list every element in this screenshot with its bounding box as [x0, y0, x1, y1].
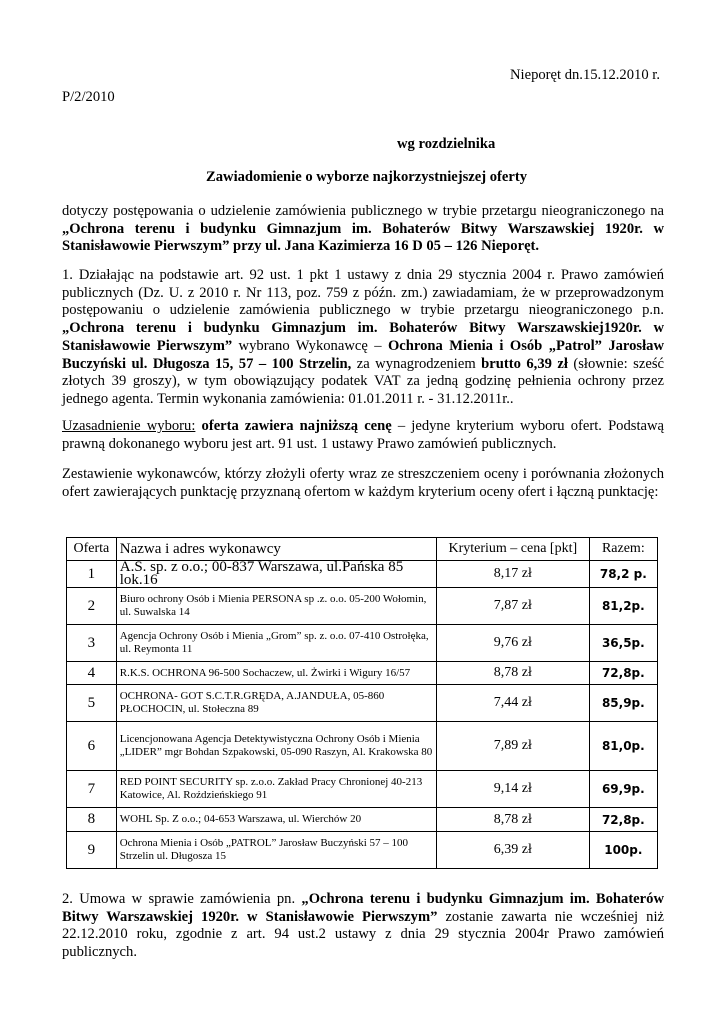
- section-2-text-b: zostanie zawarta nie wcześniej niż 22.12.2010 roku, zgodnie z art. 94 ust.2 ustawy z dnia 29 stycznia 2004r Prawo zamówień publicznych.: [62, 908, 664, 961]
- table-row: [67, 771, 658, 808]
- offer-price: 9,14 zł: [436, 771, 589, 808]
- offer-total: 81,0p.: [589, 722, 657, 771]
- table-row: [67, 561, 658, 588]
- section-2-subject: „Ochrona terenu i budynku Gimnazjum im. Bohaterów Bitwy Warszawskiej 1920r. w Stanisławowie Pierwszym”: [62, 891, 664, 925]
- offer-total: 85,9p.: [589, 685, 657, 722]
- offer-number: 1: [67, 561, 117, 588]
- justification-reason: oferta zawiera najniższą cenę: [201, 418, 392, 434]
- offer-total: 78,2 p.: [589, 561, 657, 588]
- contractor-name: WOHL Sp. Z o.o.; 04-653 Warszawa, ul. Wierchów 20: [116, 808, 436, 832]
- offer-price: 6,39 zł: [436, 832, 589, 869]
- contractor-name: Agencja Ochrony Osób i Mienia „Grom” sp. z. o.o. 07-410 Ostrołęka, ul. Reymonta 11: [116, 625, 436, 662]
- offer-price: 8,17 zł: [436, 561, 589, 588]
- table-row: [67, 588, 658, 625]
- section-1-text-a: 1. Działając na podstawie art. 92 ust. 1 pkt 1 ustawy z dnia 29 stycznia 2004 r. Prawo zamówień publicznych (Dz. U. z 2010 r. Nr 113, poz. 759 z późn. zm.) zawiadamiam, że w przeprowadzonym postępowaniu o udzielenie zamówienia publicznego w trybie przetargu nieograniczonego p.n.: [62, 267, 664, 319]
- offer-number: 3: [67, 625, 117, 662]
- offer-number: 6: [67, 722, 117, 771]
- offer-price: 7,44 zł: [436, 685, 589, 722]
- justification-label: Uzasadnienie wyboru:: [62, 418, 196, 434]
- offer-total: 81,2p.: [589, 588, 657, 625]
- offer-total: 100p.: [589, 832, 657, 869]
- contractor-name: R.K.S. OCHRONA 96-500 Sochaczew, ul. Żwirki i Wigury 16/57: [116, 662, 436, 685]
- offer-price: 8,78 zł: [436, 662, 589, 685]
- offer-number: 5: [67, 685, 117, 722]
- section-1-text-d: (słownie: sześć złotych 39 groszy), w tym obowiązujący podatek VAT za jedną godzinę pełnienia ochrony przez jednego agenta. Termin wykonania zamówienia: 01.01.2011 r. - 31.12.2011r..: [62, 355, 664, 407]
- section-1-text-b: wybrano Wykonawcę –: [232, 337, 388, 354]
- justification-text: – jedyne kryterium wyboru ofert. Podstawą prawną dokonanego wyboru jest art. 91 ust. 1 ustawy Prawo zamówień publicznych.: [62, 418, 665, 452]
- intro-paragraph: [62, 203, 664, 256]
- contractor-name: Ochrona Mienia i Osób „PATROL” Jarosław Buczyński 57 – 100 Strzelin ul. Długosza 15: [116, 832, 436, 869]
- contractor-name: RED POINT SECURITY sp. z.o.o. Zakład Pracy Chronionej 40-213 Katowice, Al. Roździeńskiego 91: [116, 771, 436, 808]
- section-1-subject: „Ochrona terenu i budynku Gimnazjum im. Bohaterów Bitwy Warszawskiej1920r. w Stanisławowie Pierwszym”: [62, 320, 664, 354]
- section-2-text-a: 2. Umowa w sprawie zamówienia pn.: [62, 891, 302, 907]
- offer-total: 72,8p.: [589, 808, 657, 832]
- table-row: [67, 832, 658, 869]
- document-title: Zawiadomienie o wyborze najkorzystniejszej oferty: [206, 169, 527, 185]
- table-row: [67, 808, 658, 832]
- justification-paragraph: [62, 418, 664, 453]
- table-row: [67, 685, 658, 722]
- place-date: Nieporęt dn.15.12.2010 r.: [510, 67, 660, 83]
- contractor-name: Biuro ochrony Osób i Mienia PERSONA sp .z. o.o. 05-200 Wołomin, ul. Suwalska 14: [116, 588, 436, 625]
- header-offer: Oferta: [67, 538, 117, 561]
- gross-price: brutto 6,39 zł: [481, 355, 568, 372]
- header-total: Razem:: [589, 538, 657, 561]
- offer-price: 7,89 zł: [436, 722, 589, 771]
- offer-number: 4: [67, 662, 117, 685]
- offer-total: 36,5p.: [589, 625, 657, 662]
- offer-price: 8,78 zł: [436, 808, 589, 832]
- offer-number: 7: [67, 771, 117, 808]
- reference-number: P/2/2010: [62, 89, 115, 105]
- intro-subject: „Ochrona terenu i budynku Gimnazjum im. Bohaterów Bitwy Warszawskiej 1920r. w Stanisławowie Pierwszym” przy ul. Jana Kazimierza 16 D 05 – 126 Nieporęt.: [62, 220, 664, 255]
- intro-text: dotyczy postępowania o udzielenie zamówienia publicznego w trybie przetargu nieograniczonego na: [62, 203, 664, 219]
- table-header-row: [67, 538, 658, 561]
- offers-table: [66, 537, 658, 869]
- offer-price: 9,76 zł: [436, 625, 589, 662]
- header-name: Nazwa i adres wykonawcy: [116, 538, 436, 561]
- offer-number: 2: [67, 588, 117, 625]
- contractor-name: A.S. sp. z o.o.; 00-837 Warszawa, ul.Pańska 85 lok.16: [116, 561, 436, 588]
- section-1-paragraph: [62, 267, 664, 409]
- offer-number: 8: [67, 808, 117, 832]
- recipient: wg rozdzielnika: [397, 136, 496, 152]
- table-row: [67, 625, 658, 662]
- selected-contractor: Ochrona Mienia i Osób „Patrol” Jarosław Buczyński ul. Długosza 15, 57 – 100 Strzelin,: [62, 337, 664, 372]
- offer-total: 69,9p.: [589, 771, 657, 808]
- contractor-name: OCHRONA- GOT S.C.T.R.GRĘDA, A.JANDUŁA, 05-860 PŁOCHOCIN, ul. Stołeczna 89: [116, 685, 436, 722]
- summary-paragraph: Zestawienie wykonawców, którzy złożyli oferty wraz ze streszczeniem oceny i porównania złożonych ofert zawierających punktację przyznaną ofertom w każdym kryterium oceny ofert i łączną punktację:: [62, 466, 664, 500]
- contractor-name: Licencjonowana Agencja Detektywistyczna Ochrony Osób i Mienia „LIDER” mgr Bohdan Szpakowski, 05-090 Raszyn, Al. Krakowska 80: [116, 722, 436, 771]
- offer-number: 9: [67, 832, 117, 869]
- offer-price: 7,87 zł: [436, 588, 589, 625]
- table-row: [67, 662, 658, 685]
- section-2-paragraph: [62, 891, 664, 962]
- table-row: [67, 722, 658, 771]
- section-1-text-c: za wynagrodzeniem: [351, 355, 482, 372]
- header-criterion: Kryterium – cena [pkt]: [436, 538, 589, 561]
- offer-total: 72,8p.: [589, 662, 657, 685]
